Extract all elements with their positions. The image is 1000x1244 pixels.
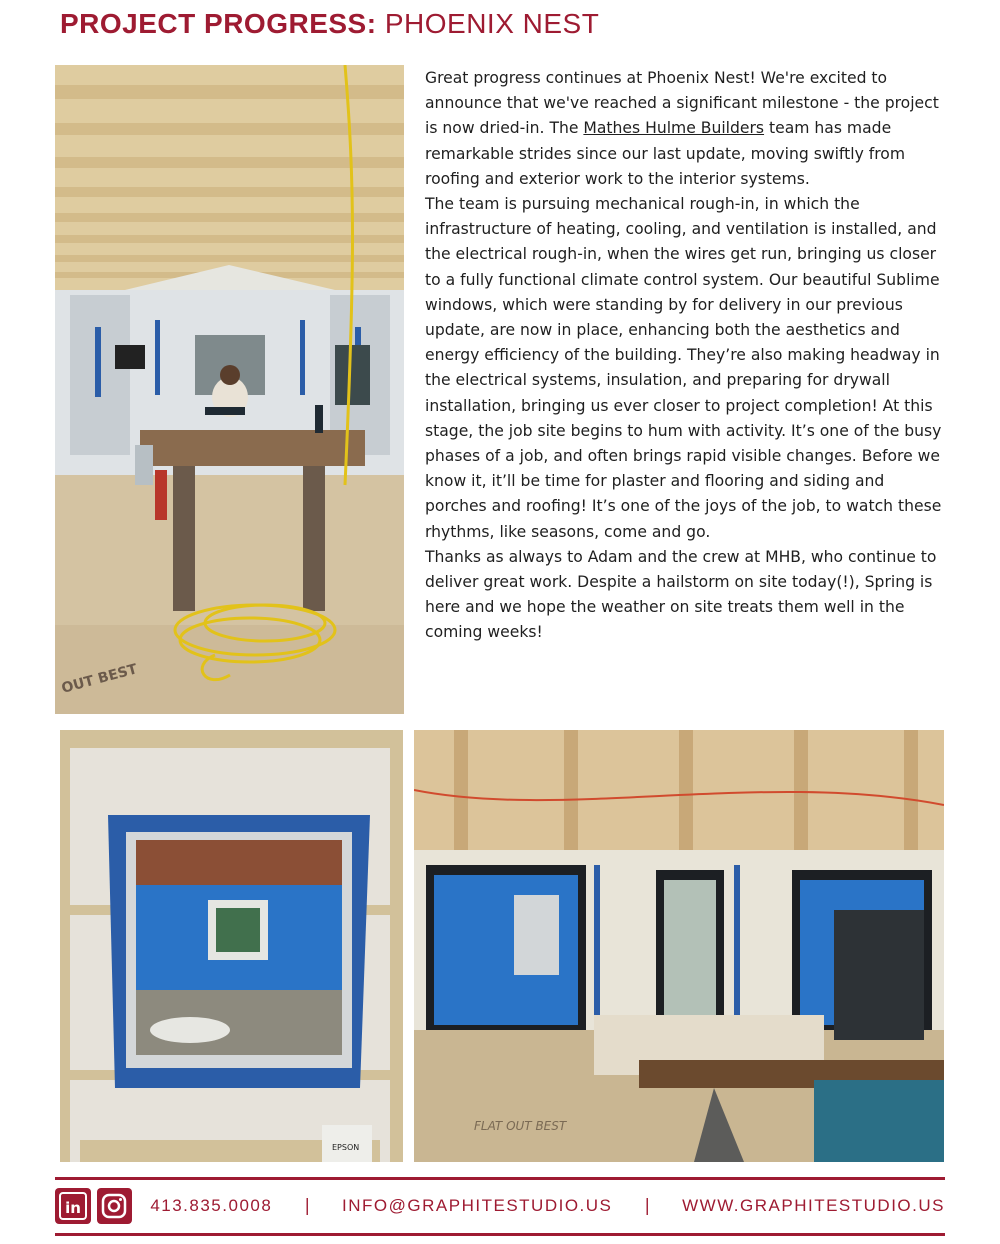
photo-window-wall-image bbox=[414, 730, 944, 1162]
photo-single-window-image bbox=[60, 730, 403, 1162]
instagram-icon bbox=[99, 1191, 129, 1221]
photo-single-window bbox=[60, 730, 403, 1162]
footer-rule-bottom bbox=[55, 1233, 945, 1236]
page-title bbox=[60, 8, 599, 48]
footer-bar bbox=[55, 1184, 945, 1228]
linkedin-icon bbox=[58, 1191, 88, 1221]
article-p1-rest: team has made remarkable strides since our last update, moving swiftly from roofing and exterior work to the interior systems. bbox=[425, 119, 906, 188]
article-paragraph-3: Thanks as always to Adam and the crew at MHB, who continue to deliver great work. Despite a hailstorm on site today(!), Spring is here and we hope the weather on site treats them well in the coming weeks! bbox=[425, 547, 937, 642]
footer-separator-2: | bbox=[644, 1196, 651, 1216]
footer-rule-top bbox=[55, 1177, 945, 1180]
phone-number[interactable]: 413.835.0008 bbox=[150, 1196, 273, 1215]
photo-interior-worktable bbox=[55, 65, 404, 714]
photo-window-wall bbox=[414, 730, 944, 1162]
page-title-bold: PROJECT PROGRESS: bbox=[60, 8, 377, 39]
photo-interior-worktable-image bbox=[55, 65, 404, 714]
article-paragraph-2: The team is pursuing mechanical rough-in, in which the infrastructure of heating, cooling, and ventilation is installed, and the electrical rough-in, when the wires get run, bringing us closer to a fully functional climate control system. Our beautiful Sublime windows, which were standing by for delivery in our previous update, are now in place, enhancing both the aesthetics and energy efficiency of the building. They’re also making headway in the electrical systems, insulation, and preparing for drywall installation, bringing us ever closer to project completion! At this stage, the job site begins to hum with activity. It’s one of the busy phases of a job, and often brings rapid visible changes. Before we know it, it’ll be time for plaster and flooring and siding and porches and roofing! It’s one of the joys of the job, to watch these rhythms, like seasons, come and go. bbox=[425, 195, 942, 541]
article-p1-intro: Great progress continues at Phoenix Nest! We're excited to announce that we've reached a significant milestone - the project is now dried-in. The bbox=[425, 69, 939, 138]
linkedin-button[interactable] bbox=[55, 1188, 91, 1224]
linkedin-icon-label: in bbox=[64, 1199, 81, 1217]
svg-text:FLAT OUT BEST: FLAT OUT BEST bbox=[474, 1119, 567, 1133]
instagram-button[interactable] bbox=[97, 1188, 133, 1224]
svg-text:OUT BEST: OUT BEST bbox=[59, 661, 139, 697]
website-link[interactable]: WWW.GRAPHITESTUDIO.US bbox=[682, 1196, 945, 1215]
email-link[interactable]: INFO@GRAPHITESTUDIO.US bbox=[342, 1196, 613, 1215]
footer-separator-1: | bbox=[304, 1196, 311, 1216]
page-title-project: PHOENIX NEST bbox=[376, 8, 600, 39]
svg-text:EPSON: EPSON bbox=[332, 1143, 360, 1152]
builder-link[interactable]: Mathes Hulme Builders bbox=[583, 119, 765, 138]
article-paragraph-1 bbox=[425, 66, 950, 192]
article-body bbox=[425, 66, 950, 646]
